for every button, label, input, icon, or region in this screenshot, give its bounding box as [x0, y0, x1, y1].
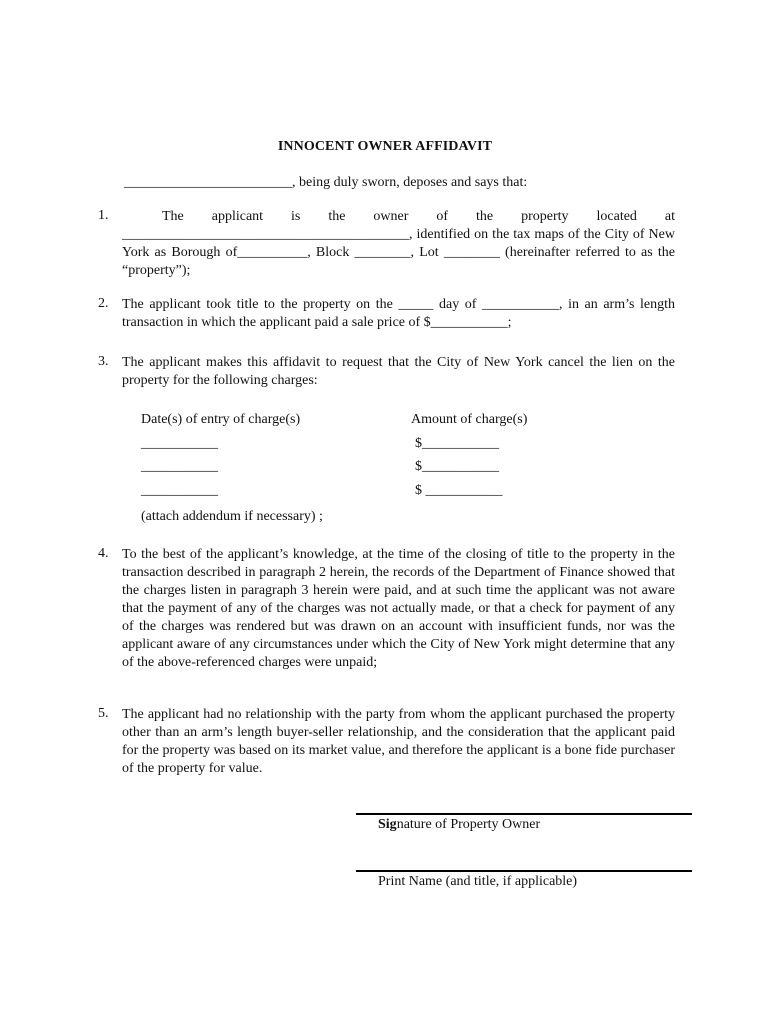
- charge-amounts-column: [411, 408, 527, 502]
- word: owner: [373, 209, 409, 224]
- signature-label: [378, 817, 540, 833]
- word: is: [291, 209, 301, 224]
- paragraph-1: [98, 208, 675, 280]
- intro-statement: ________________________, being duly sworn, deposes and says that:: [124, 175, 528, 190]
- charge-dates-column: [141, 408, 300, 502]
- paragraph-text: The applicant had no relationship with the party from whom the applicant purchased the property other than an arm’s length buyer-seller relationship, and the consideration that the applicant paid for the property was based on its market value, and therefore the applicant is a bone fide purchaser of the property for value.: [122, 707, 675, 776]
- word: the: [328, 209, 346, 224]
- paragraph-1-rest: _________________________________________, identified on the tax maps of the City of New York as Borough of__________, Block ________, Lot ________ (hereinafter referred to as the “property”);: [122, 227, 675, 278]
- word: at: [664, 209, 675, 224]
- amount-blank[interactable]: $___________: [415, 435, 499, 451]
- print-name-label: Print Name (and title, if applicable): [378, 874, 578, 889]
- paragraph-text: The applicant took title to the property on the _____ day of ___________, in an arm’s length transaction in which the applicant paid a sale price of $___________;: [122, 297, 675, 330]
- word: of: [436, 209, 449, 224]
- paragraph-number: 2.: [98, 296, 109, 311]
- word: the: [476, 209, 494, 224]
- paragraph-number: 5.: [98, 706, 109, 721]
- paragraph-number: 1.: [98, 208, 109, 223]
- signature-label-rest: nature of Property Owner: [396, 817, 541, 832]
- signature-label-bold: Sig: [378, 817, 397, 832]
- paragraph-number: 4.: [98, 546, 109, 561]
- paragraph-3: [98, 354, 675, 390]
- paragraph-number: 3.: [98, 354, 109, 369]
- signature-line[interactable]: [356, 813, 692, 815]
- word: The: [162, 209, 184, 224]
- date-header: Date(s) of entry of charge(s): [141, 412, 301, 427]
- word: located: [596, 209, 637, 224]
- date-blank[interactable]: ___________: [141, 459, 218, 474]
- date-blank[interactable]: ___________: [141, 435, 218, 451]
- addendum-note: (attach addendum if necessary) ;: [141, 509, 323, 524]
- document-title: INNOCENT OWNER AFFIDAVIT: [277, 139, 493, 154]
- date-blank[interactable]: ___________: [141, 482, 218, 498]
- paragraph-2: [98, 296, 675, 332]
- amount-blank[interactable]: $ ___________: [415, 482, 503, 498]
- amount-blank[interactable]: $___________: [415, 459, 499, 474]
- amount-header: Amount of charge(s): [411, 412, 528, 427]
- paragraph-text: [122, 208, 675, 280]
- paragraph-4: [98, 546, 675, 672]
- paragraph-5: [98, 706, 675, 778]
- word: property: [521, 209, 569, 224]
- print-name-line[interactable]: [356, 870, 692, 872]
- paragraph-text: The applicant makes this affidavit to request that the City of New York cancel the lien on the property for the following charges:: [122, 355, 675, 388]
- paragraph-text: To the best of the applicant’s knowledge, at the time of the closing of title to the property in the transaction described in paragraph 2 herein, the records of the Department of Finance showed that the charges listen in paragraph 3 herein were paid, and at such time the applicant was not aware that the payment of any of the charges was not actually made, or that a check for payment of any of the charges was rendered but was drawn on an account with insufficient funds, nor was the applicant aware of any circumstances under which the City of New York might determine that any of the above-referenced charges were unpaid;: [122, 547, 675, 670]
- paragraph-1-first-line: [122, 208, 675, 226]
- word: applicant: [211, 209, 264, 224]
